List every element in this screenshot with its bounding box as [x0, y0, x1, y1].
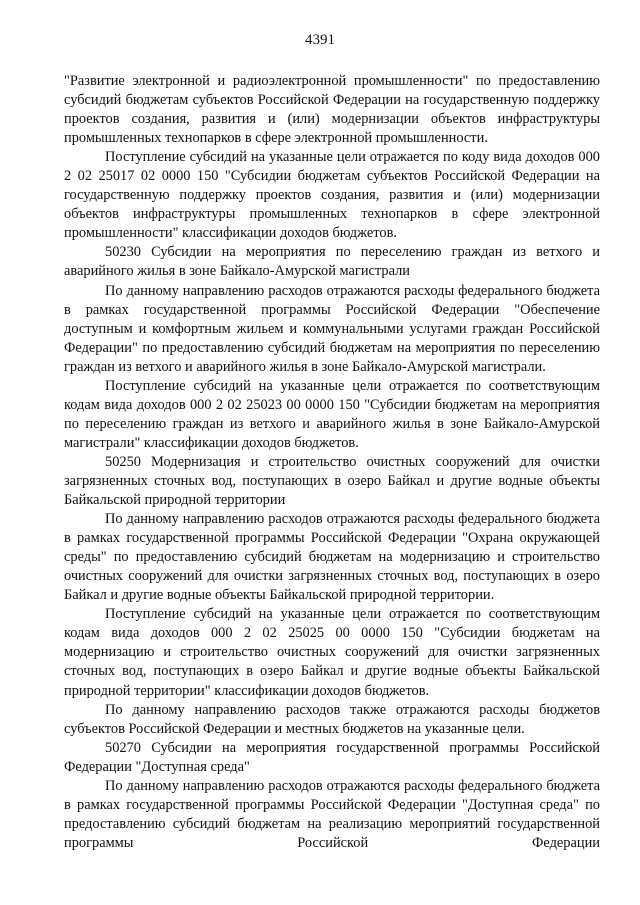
paragraph-income-code-25025: Поступление субсидий на указанные цели отражается по соответствующим кодам вида доходов 000 2 02 25025 00 0000 150 "Субсидии бюджетам на модернизацию и строительство очистных сооружений для очистки загрязненных сточных вод, поступающих в озеро Байкал и другие водные объекты Байкальской природной территории" классификации доходов бюджетов.	[64, 606, 600, 699]
paragraph-50250-regional: По данному направлению расходов также отражаются расходы бюджетов субъектов Российской Федерации и местных бюджетов на указанные цели.	[64, 701, 600, 737]
paragraph-income-code-25017: Поступление субсидий на указанные цели отражается по коду вида доходов 000 2 02 25017 02 0000 150 "Субсидии бюджетам субъектов Российской Федерации на государственную поддержку проектов создания, развития и (или) модернизации объектов инфраструктуры промышленных технопарков в сфере электронной промышленности" классификации доходов бюджетов.	[64, 149, 600, 242]
paragraph-income-code-25023: Поступление субсидий на указанные цели отражается по соответствующим кодам вида доходов 000 2 02 25023 00 0000 150 "Субсидии бюджетам на мероприятия по переселению граждан из ветхого и аварийного жилья в зоне Байкало-Амурской магистрали" классификации доходов бюджетов.	[64, 377, 600, 451]
paragraph-50250-expenses: По данному направлению расходов отражаются расходы федерального бюджета в рамках государственной программы Российской Федерации "Охрана окружающей среды" по предоставлению субсидий бюджетам на модернизацию и строительство очистных сооружений для очистки загрязненных сточных вод, поступающих в озеро Байкал и другие водные объекты Байкальской природной территории.	[64, 511, 600, 604]
paragraph-50230-expenses: По данному направлению расходов отражаются расходы федерального бюджета в рамках государственной программы Российской Федерации "Обеспечение доступным и комфортным жильем и коммунальными услугами граждан Российской Федерации" по предоставлению субсидий бюджетам на мероприятия по переселению граждан из ветхого и аварийного жилья в зоне Байкало-Амурской магистрали.	[64, 282, 600, 375]
paragraph-50270-expenses: По данному направлению расходов отражаются расходы федерального бюджета в рамках государственной программы Российской Федерации "Доступная среда" по предоставлению субсидий бюджетам на реализацию мероприятий государственной программы Российской Федерации	[64, 777, 600, 851]
paragraph-program-continuation: "Развитие электронной и радиоэлектронной промышленности" по предоставлению субсидий бюджетам субъектов Российской Федерации на государственную поддержку проектов создания, развития и (или) модернизации объектов инфраструктуры промышленных технопарков в сфере электронной промышленности.	[64, 73, 600, 147]
document-body	[64, 72, 600, 853]
page-number: 4391	[305, 32, 335, 48]
heading-50230: 50230 Субсидии на мероприятия по переселению граждан из ветхого и аварийного жилья в зоне Байкало-Амурской магистрали	[64, 244, 600, 280]
heading-50270: 50270 Субсидии на мероприятия государственной программы Российской Федерации "Доступная среда"	[64, 739, 600, 775]
heading-50250: 50250 Модернизация и строительство очистных сооружений для очистки загрязненных сточных вод, поступающих в озеро Байкал и другие водные объекты Байкальской природной территории	[64, 453, 600, 509]
